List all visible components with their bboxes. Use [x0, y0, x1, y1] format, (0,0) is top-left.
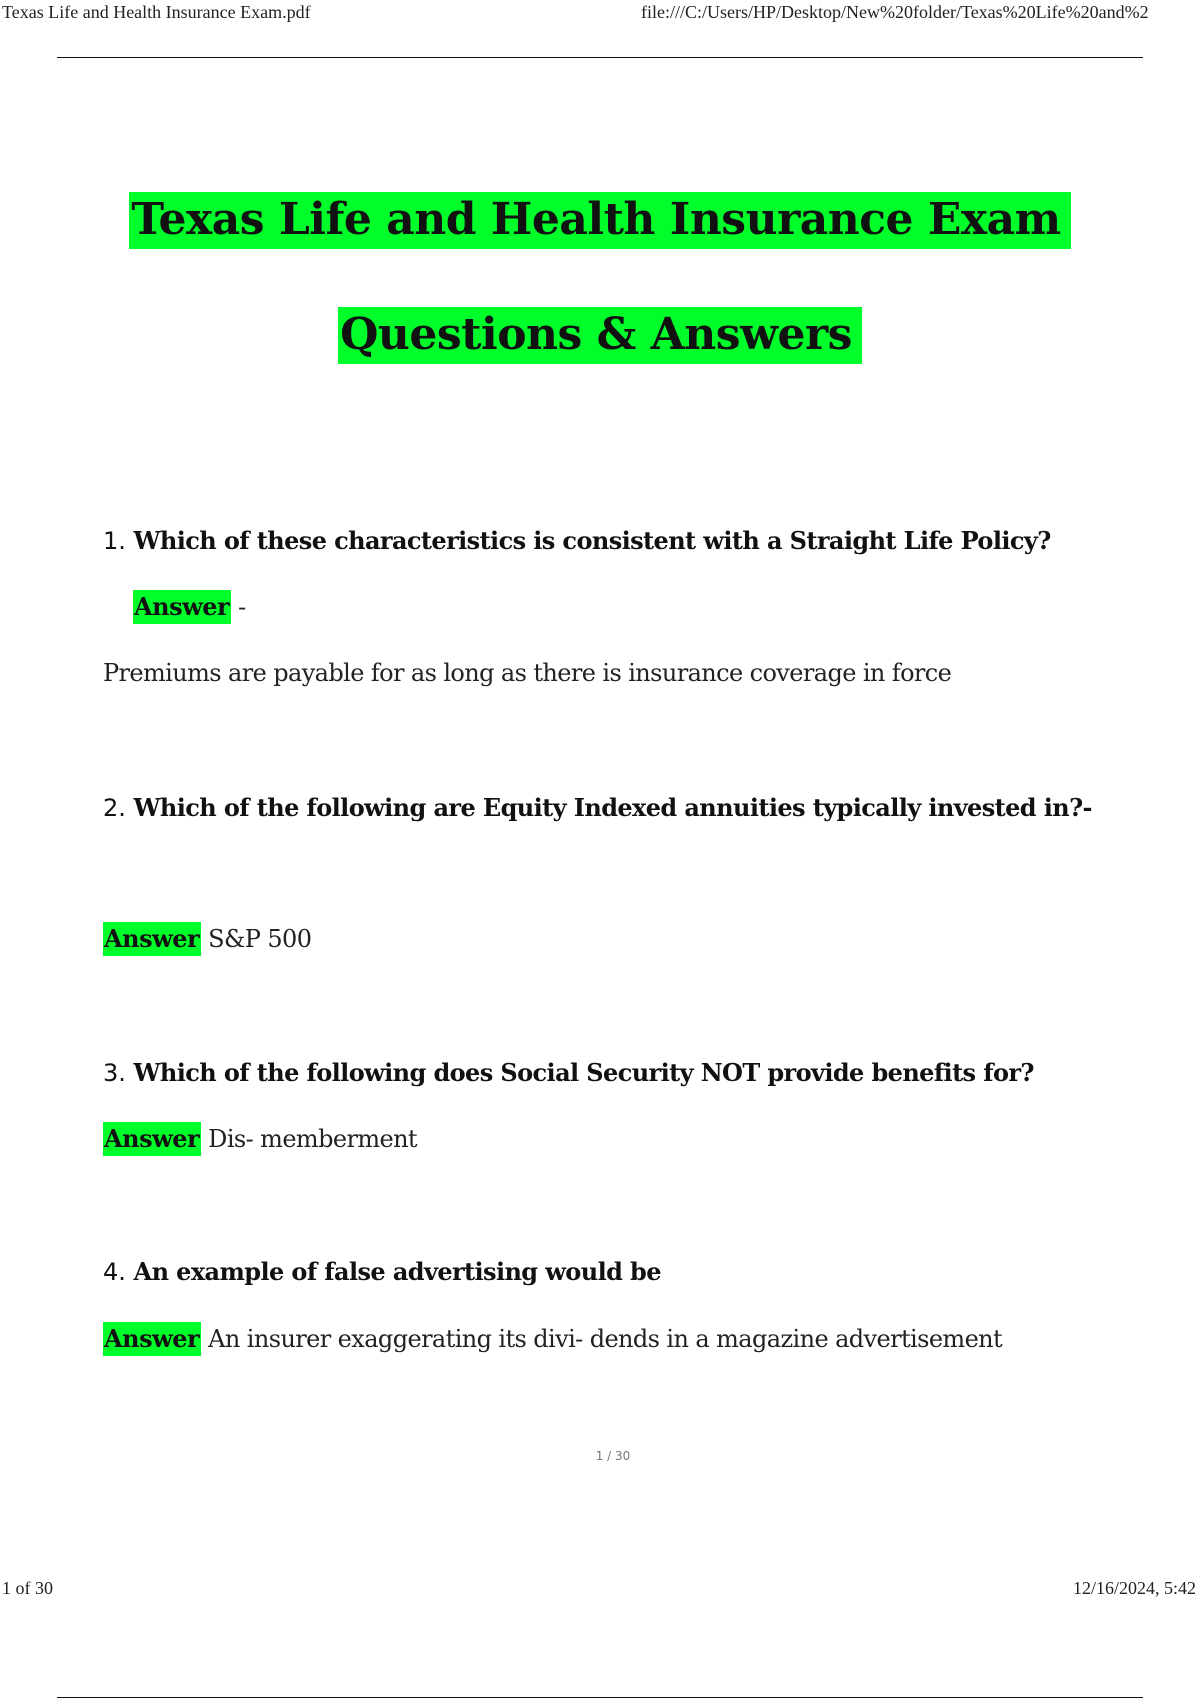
answer-text: An insurer exaggerating its divi- dends in a magazine advertisement — [201, 1325, 1003, 1353]
title-line-1: Texas Life and Health Insurance Exam — [129, 192, 1070, 249]
question-number: 1. — [103, 527, 126, 555]
footer-divider — [57, 1697, 1143, 1698]
answer-label: Answer — [103, 1322, 201, 1356]
print-header — [0, 0, 1200, 26]
answer-4 — [103, 1324, 1002, 1353]
answer-label: Answer — [103, 922, 201, 956]
answer-label: Answer — [133, 590, 231, 624]
file-url: file:///C:/Users/HP/Desktop/New%20folder/Texas%20Life%20and%2 — [641, 2, 1149, 22]
answer-text: Dis- memberment — [201, 1125, 417, 1153]
answer-3 — [103, 1124, 417, 1153]
answer-text: S&P 500 — [201, 925, 312, 953]
question-number: 3. — [103, 1059, 126, 1087]
answer-label: Answer — [103, 1122, 201, 1156]
question-text: An example of false advertising would be — [133, 1257, 661, 1286]
question-1 — [103, 526, 1163, 555]
question-4 — [103, 1257, 1163, 1286]
question-number: 4. — [103, 1258, 126, 1286]
question-number: 2. — [103, 794, 126, 822]
document-subtitle — [0, 309, 1200, 360]
question-text: Which of the following are Equity Indexed annuities typically invested in?- — [133, 793, 1092, 822]
question-text: Which of these characteristics is consistent with a Straight Life Policy? — [133, 526, 1051, 555]
answer-1-text: Premiums are payable for as long as there is insurance coverage in force — [103, 659, 952, 687]
header-divider — [57, 57, 1143, 58]
question-3 — [103, 1058, 1163, 1087]
answer-2 — [103, 924, 311, 953]
footer-page-count: 1 of 30 — [2, 1578, 53, 1598]
footer-timestamp: 12/16/2024, 5:42 — [1072, 1578, 1196, 1598]
question-2 — [103, 793, 1163, 822]
answer-separator: - — [231, 593, 246, 621]
answer-1-label-row — [133, 592, 246, 621]
title-line-2: Questions & Answers — [338, 307, 862, 364]
question-text: Which of the following does Social Security NOT provide benefits for? — [133, 1058, 1034, 1087]
page-indicator: 1 / 30 — [595, 1449, 631, 1463]
document-filename: Texas Life and Health Insurance Exam.pdf — [2, 2, 311, 22]
document-title — [0, 194, 1200, 245]
